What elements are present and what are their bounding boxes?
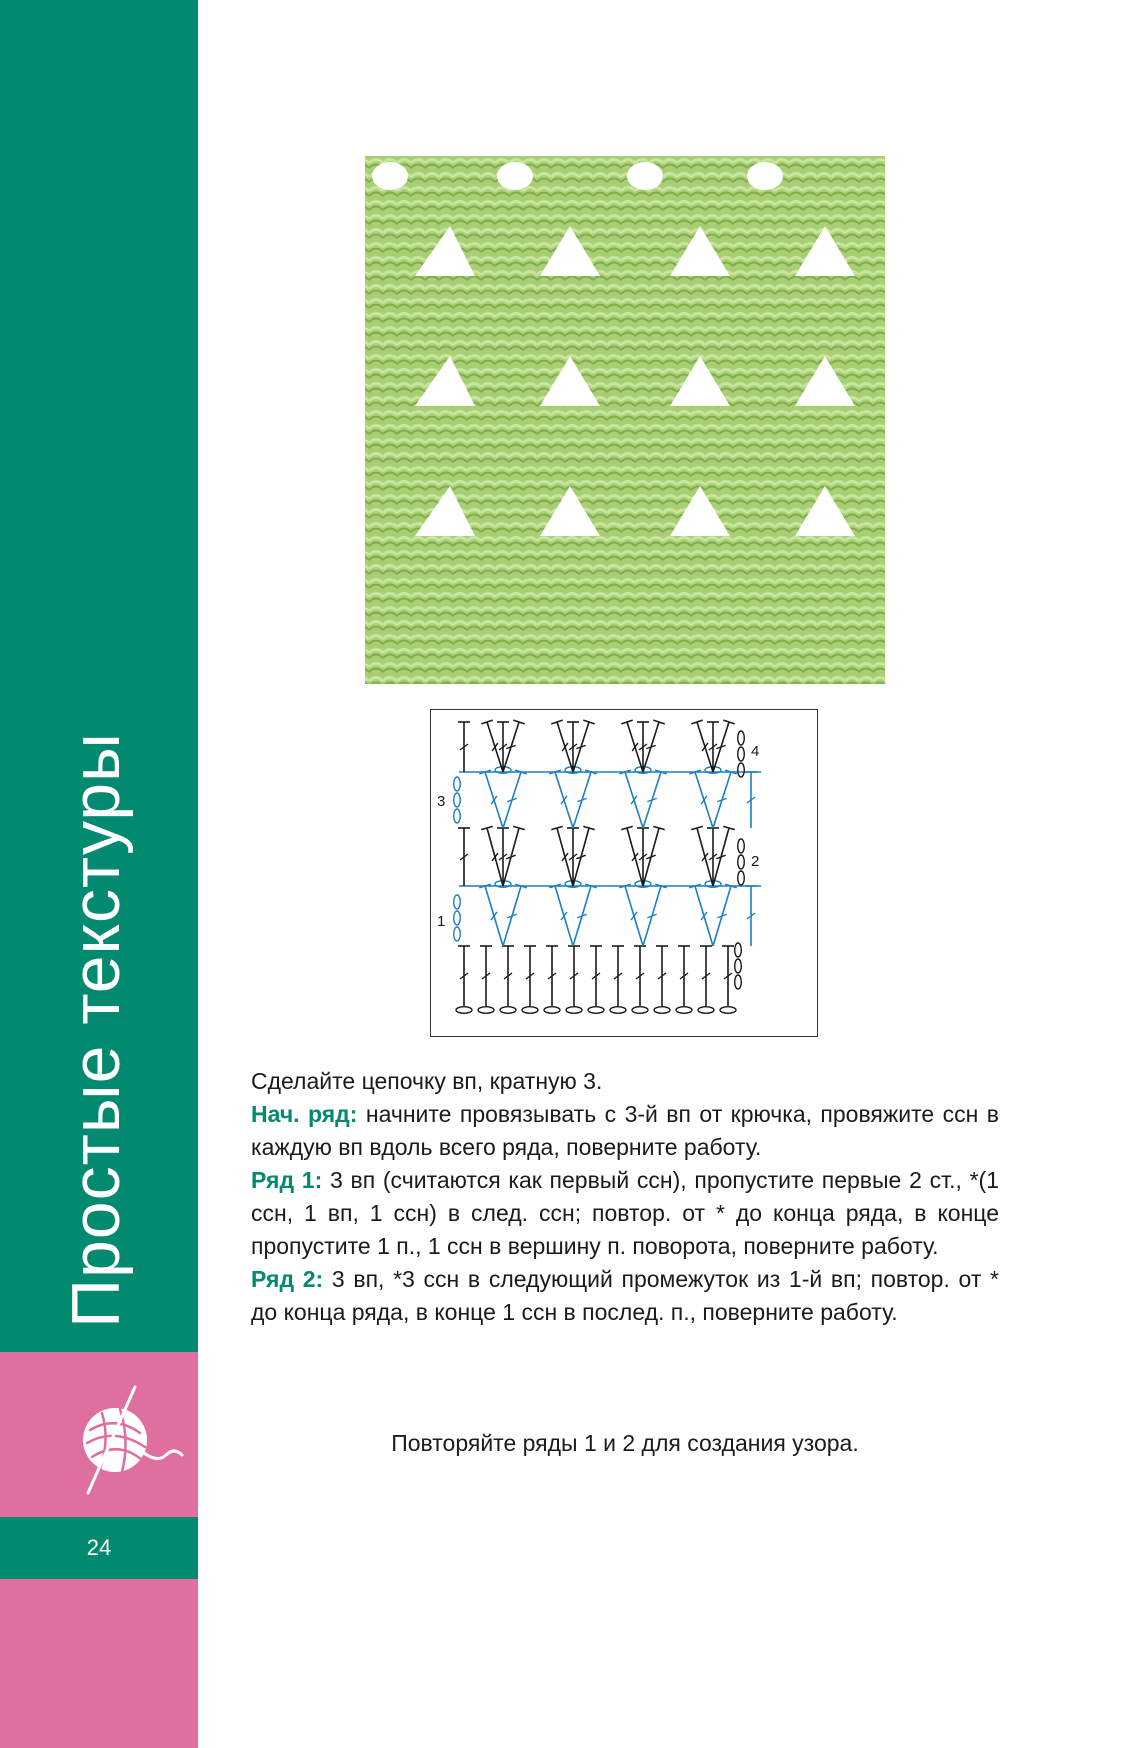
chain-stitch bbox=[654, 1007, 670, 1014]
row-label-1: 1 bbox=[437, 913, 446, 930]
start-row-paragraph bbox=[251, 1098, 999, 1164]
row1-text: 3 вп (считаются как первый ссн), пропустите первые 2 ст., *(1 ссн, 1 вп, 1 ссн) в след. ссн; повтор. от * до конца ряда, в конце пропустите 1 п., 1 ссн в вершину п. поворота, поверните работу. bbox=[251, 1167, 999, 1259]
row-label-3: 3 bbox=[437, 793, 446, 810]
row4-turning-chain bbox=[738, 731, 745, 745]
chain-stitch bbox=[478, 1007, 494, 1014]
yarn-ball-hook-icon bbox=[70, 1385, 185, 1495]
v-stitch-left-cross bbox=[701, 796, 707, 804]
turning-chain bbox=[735, 943, 742, 957]
turning-chain bbox=[735, 975, 742, 989]
row2-label: Ряд 2: bbox=[251, 1266, 324, 1292]
row3-turning-chain bbox=[454, 793, 461, 807]
chain-stitch bbox=[456, 1007, 472, 1014]
chain-stitch bbox=[588, 1007, 604, 1014]
shell-left-cross bbox=[492, 743, 498, 751]
row2-turning-chain bbox=[738, 871, 745, 885]
instructions bbox=[251, 1065, 999, 1329]
chain-stitch bbox=[500, 1007, 516, 1014]
row3-turning-chain bbox=[454, 777, 461, 791]
sidebar bbox=[0, 0, 198, 1748]
turning-chain bbox=[735, 959, 742, 973]
shell-left-cross bbox=[562, 743, 568, 751]
chain-stitch bbox=[676, 1007, 692, 1014]
row2-turning-chain bbox=[738, 855, 745, 869]
chain-stitch bbox=[522, 1007, 538, 1014]
chain-stitch bbox=[698, 1007, 714, 1014]
row2-paragraph bbox=[251, 1263, 999, 1329]
section-title: Простые текстуры bbox=[58, 732, 134, 1328]
intro-text: Сделайте цепочку вп, кратную 3. bbox=[251, 1068, 603, 1094]
chain-stitch bbox=[610, 1007, 626, 1014]
row1-turning-chain bbox=[454, 911, 461, 925]
row-label-2: 2 bbox=[751, 853, 760, 870]
row3-turning-chain bbox=[454, 809, 461, 823]
row-label-4: 4 bbox=[751, 743, 760, 760]
chain-stitch bbox=[544, 1007, 560, 1014]
row1-paragraph bbox=[251, 1164, 999, 1263]
sidebar-pink-band-bottom bbox=[0, 1579, 198, 1748]
v-stitch-left-cross bbox=[561, 796, 567, 804]
v-stitch-left-cross bbox=[631, 912, 637, 920]
chain-stitch bbox=[632, 1007, 648, 1014]
shell-left-cross bbox=[632, 743, 638, 751]
repeat-note: Повторяйте ряды 1 и 2 для создания узора. bbox=[391, 1430, 859, 1456]
row1-turning-chain bbox=[454, 927, 461, 941]
v-stitch-left-cross bbox=[561, 912, 567, 920]
row1-label: Ряд 1: bbox=[251, 1167, 323, 1193]
shell-left-cross bbox=[702, 743, 708, 751]
start-row-text: начните провязывать с 3-й вп от крючка, провяжите ссн в каждую вп вдоль всего ряда, поверните работу. bbox=[251, 1101, 999, 1160]
chain-stitch bbox=[566, 1007, 582, 1014]
row2-turning-chain bbox=[738, 839, 745, 853]
page-number: 24 bbox=[86, 1535, 112, 1560]
row1-turning-chain bbox=[454, 895, 461, 909]
v-stitch-left-cross bbox=[631, 796, 637, 804]
crochet-diagram bbox=[430, 709, 818, 1037]
v-stitch-left-cross bbox=[491, 912, 497, 920]
crochet-chart bbox=[431, 710, 816, 1035]
start-row-label: Нач. ряд: bbox=[251, 1101, 358, 1127]
chain-stitch bbox=[720, 1007, 736, 1014]
v-stitch-left-cross bbox=[701, 912, 707, 920]
v-stitch-left-cross bbox=[491, 796, 497, 804]
crochet-swatch-photo bbox=[355, 156, 885, 696]
row4-turning-chain bbox=[738, 747, 745, 761]
row4-turning-chain bbox=[738, 763, 745, 777]
row2-text: 3 вп, *3 ссн в следующий промежуток из 1-й вп; повтор. от * до конца ряда, в конце 1 ссн в послед. п., поверните работу. bbox=[251, 1266, 999, 1325]
